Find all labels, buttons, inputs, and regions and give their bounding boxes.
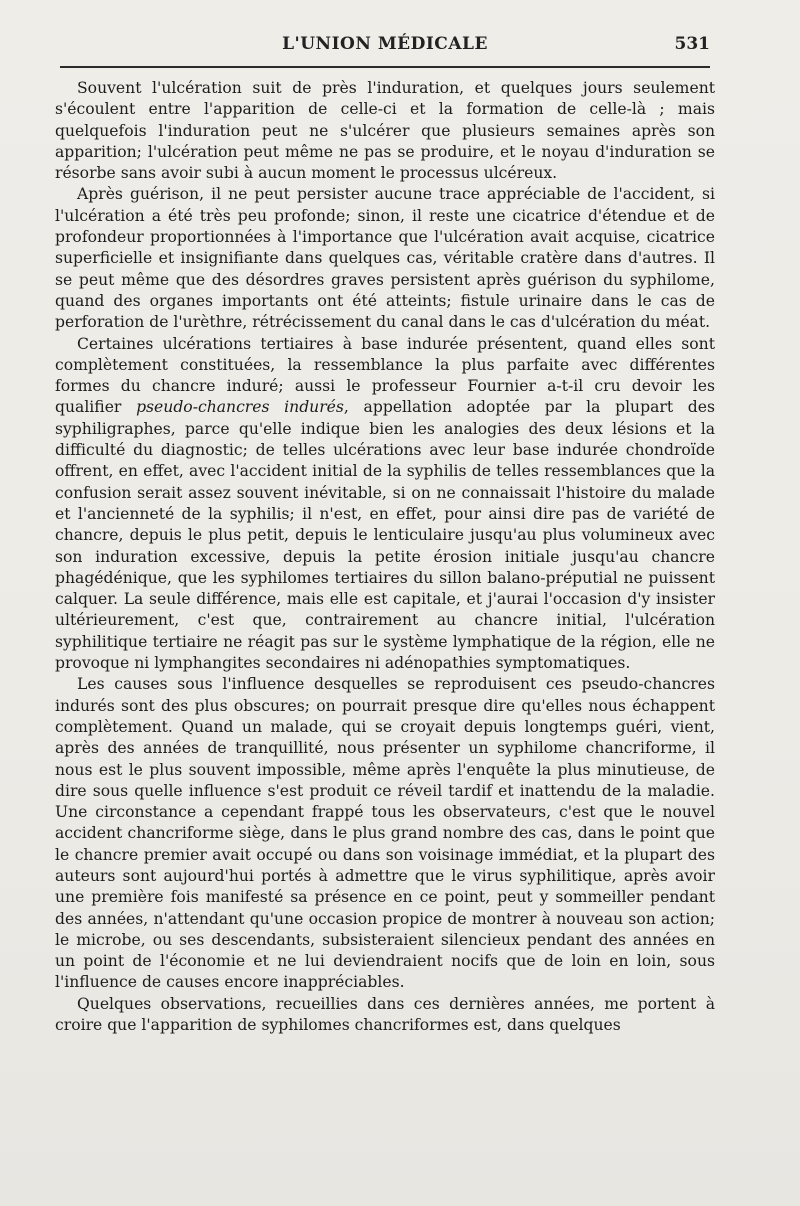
paragraph-text-after: , appellation adoptée par la plupart des syphiligraphes, parce qu'elle indique bien les analogies des deux lésions et la difficulté du diagnostic; de telles ulcérations avec leur base indurée chondroïde offrent, en effet, avec l'accident initial de la syphilis de telles ressemblances que la confusion serait assez souvent inévitable, si on ne connaissait l'histoire du malade et l'ancienneté de la syphilis; il n'est, en effet, pour ainsi dire pas de variété de chancre, depuis le plus petit, depuis le lenticulaire jusqu'au plus volumineux avec son induration excessive, depuis la petite érosion initiale jusqu'au chancre phagédénique, que les syphilomes tertiaires du sillon balano-préputial ne puissent calquer. La seule différence, mais elle est capitale, et j'aurai l'occasion d'y insister ultérieurement, c'est que, contrairement au chancre initial, l'ulcération syphilitique tertiaire ne réagit pas sur le système lymphatique de la région, elle ne provoque ni lymphangites secondaires ni adénopathies symptomatiques. [55,398,715,673]
paragraph-causes [55,674,715,993]
paragraph-text: Quelques observations, recueillies dans ces dernières années, me portent à croire que l'apparition de syphilomes chancriformes est, dans quelques [55,994,715,1035]
paragraph-text: Les causes sous l'influence desquelles se reproduisent ces pseudo-chancres indurés sont des plus obscures; on pourrait presque dire qu'elles nous échappent complètement. Quand un malade, qui se croyait depuis longtemps guéri, vient, après des années de tranquillité, nous présenter un syphilome chancriforme, il nous est le plus souvent impossible, même après l'enquête la plus minutieuse, de dire sous quelle influence s'est produit ce réveil tardif et inattendu de la maladie. Une circonstance a cependant frappé tous les observateurs, c'est que le nouvel accident chancriforme siège, dans le plus grand nombre des cas, dans le point que le chancre premier avait occupé ou dans son voisinage immédiat, et la plupart des auteurs sont aujourd'hui portés à admettre que le virus syphilitique, après avoir une première fois manifesté sa présence en ce point, peut y sommeiller pendant des années, n'attendant qu'une occasion propice de montrer à nouveau son action; le microbe, ou ses descendants, subsisteraient silencieux pendant des années en un point de l'économie et ne lui deviendraient nocifs que de loin en loin, sous l'influence de causes encore inappréciables. [55,675,715,992]
paragraph-pseudo-chancres [55,334,715,675]
body-text [55,78,715,1036]
paragraph-ulceration-timing [55,78,715,184]
paragraph-observations [55,994,715,1037]
paragraph-after-healing [55,184,715,333]
running-title: L'UNION MÉDICALE [282,34,488,54]
running-header [60,34,710,62]
paragraph-text-before: Certaines ulcérations tertiaires à base indurée présentent, quand elles sont complètement constituées, la ressemblance la plus parfaite avec différentes formes du chancre induré; aussi le professeur Fournier a-t-il cru devoir les qualifier [55,334,715,417]
paragraph-text: Après guérison, il ne peut persister aucune trace appréciable de l'accident, si l'ulcération a été très peu profonde; sinon, il reste une cicatrice d'étendue et de profondeur proportionnées à l'importance que l'ulcération avait acquise, cicatrice superficielle et insignifiante dans quelques cas, véritable cratère dans d'autres. Il se peut même que des désordres graves persistent après guérison du syphilome, quand des organes importants ont été atteints; fistule urinaire dans le cas de perforation de l'urèthre, rétrécissement du canal dans le cas d'ulcération du méat. [55,185,715,332]
header-rule [60,66,710,68]
paragraph-text: Souvent l'ulcération suit de près l'induration, et quelques jours seulement s'écoulent entre l'apparition de celle-ci et la formation de celle-là ; mais quelquefois l'induration peut ne s'ulcérer que plusieurs semaines après son apparition; l'ulcération peut même ne pas se produire, et le noyau d'induration se résorbe sans avoir subi à aucun moment le processus ulcéreux. [55,79,715,183]
page-number: 531 [674,34,710,54]
emphasis-term: pseudo-chancres indurés [136,398,344,417]
